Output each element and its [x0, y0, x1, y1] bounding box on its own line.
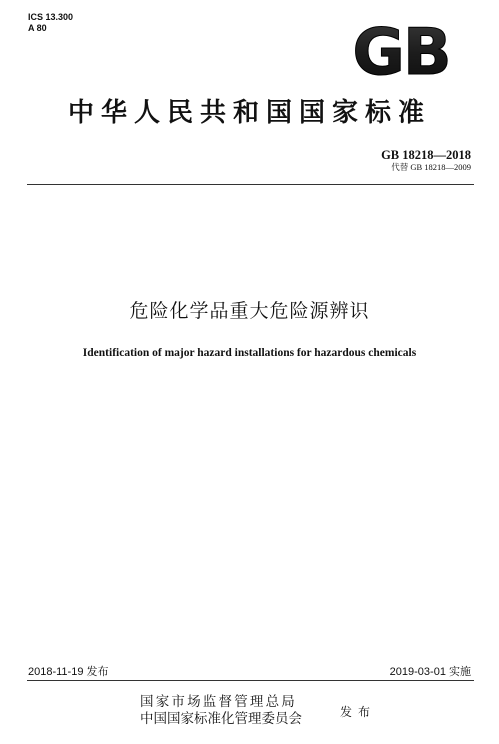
ics-code: ICS 13.300: [28, 12, 74, 22]
standard-number-block: [381, 148, 471, 173]
classification-codes: [28, 12, 73, 34]
bottom-divider: [27, 680, 474, 681]
replaces-standard: 代替 GB 18218—2009: [391, 162, 471, 172]
issue-date: 2018-11-19 发布: [28, 666, 109, 678]
top-divider: [27, 184, 474, 185]
gb-logo-text: GB: [352, 16, 450, 82]
implementation-date: 2019-03-01 实施: [389, 666, 471, 678]
standard-number: GB 18218—2018: [381, 148, 471, 162]
issue-label: 发布: [340, 705, 377, 719]
english-title: Identification of major hazard installations for hazardous chemicals: [82, 347, 417, 359]
gb-logo: [344, 16, 458, 82]
ccs-code: A 80: [28, 23, 47, 33]
issuer-samr: 国家市场监督管理总局: [140, 694, 297, 710]
issuer-sac: 中国国家标准化管理委员会: [140, 711, 302, 727]
standard-type-title: 中华人民共和国国家标准: [67, 98, 431, 128]
chinese-title: 危险化学品重大危险源辨识: [129, 300, 370, 322]
issuing-authorities: [140, 694, 302, 728]
